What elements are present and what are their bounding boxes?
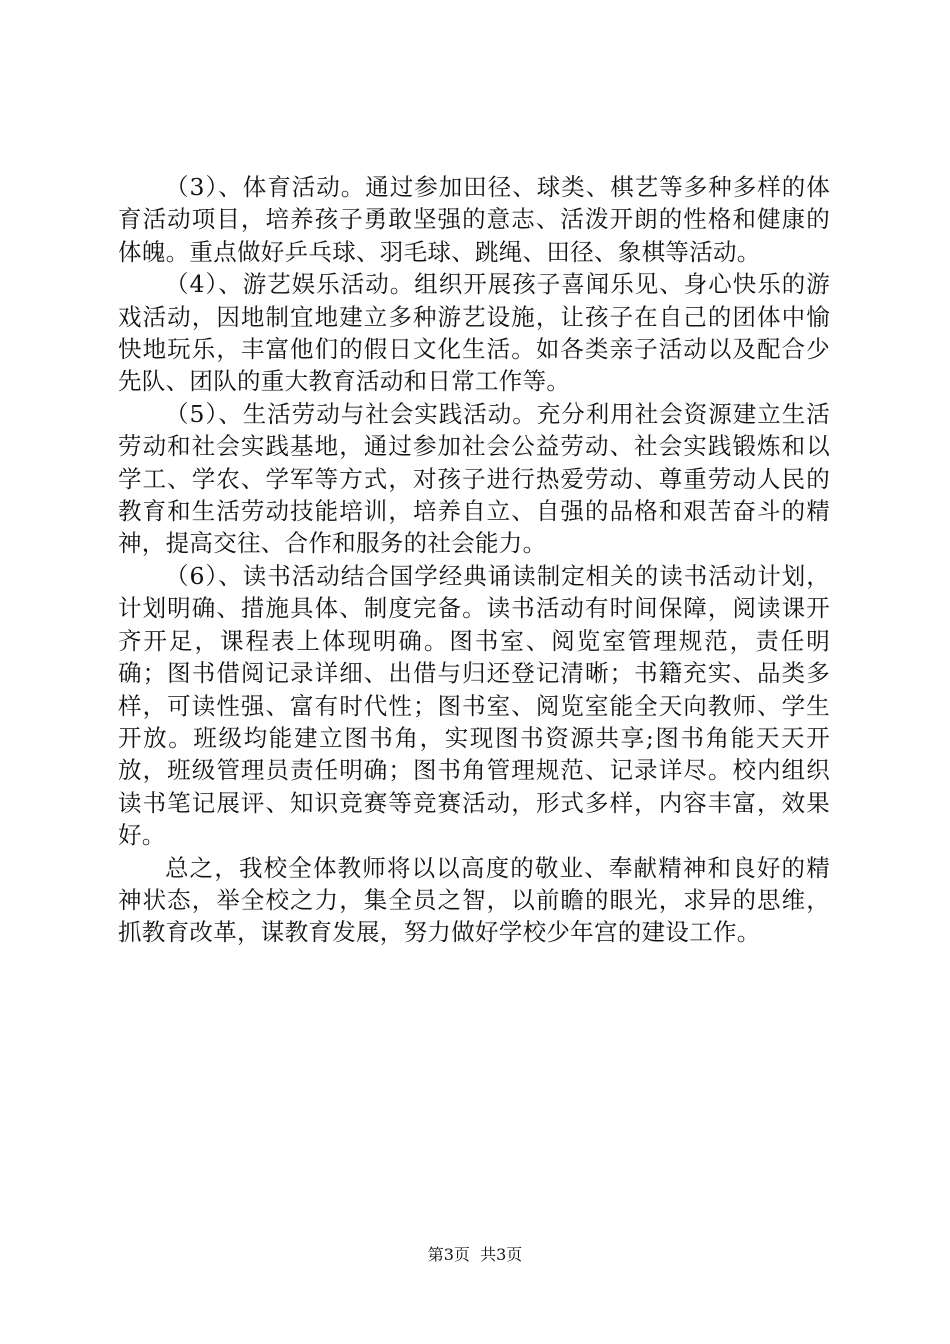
paragraph-labor-practice-activities: （5）、生活劳动与社会实践活动。充分利用社会资源建立生活劳动和社会实践基地，通过参加社会公益劳动、社会实践锻炼和以学工、学农、学军等方式，对孩子进行热爱劳动、尊重劳动人民的教育和生活劳动技能培训，培养自立、自强的品格和艰苦奋斗的精神，提高交往、合作和服务的社会能力。 [118, 399, 830, 558]
page-number-label: 第3页 共3页 [427, 1245, 523, 1264]
paragraph-recreation-activities: （4）、游艺娱乐活动。组织开展孩子喜闻乐见、身心快乐的游戏活动，因地制宜地建立多种游艺设施，让孩子在自己的团体中愉快地玩乐，丰富他们的假日文化生活。如各类亲子活动以及配合少先队、团队的重大教育活动和日常工作等。 [118, 270, 830, 396]
paragraph-conclusion: 总之，我校全体教师将以以高度的敬业、奉献精神和良好的精神状态，举全校之力，集全员之智，以前瞻的眼光，求异的思维，抓教育改革，谋教育发展，努力做好学校少年宫的建设工作。 [118, 853, 830, 947]
page-footer [0, 1245, 950, 1265]
paragraph-sports-activities: （3）、体育活动。通过参加田径、球类、棋艺等多种多样的体育活动项目，培养孩子勇敢坚强的意志、活泼开朗的性格和健康的体魄。重点做好乒乓球、羽毛球、跳绳、田径、象棋等活动。 [118, 173, 830, 266]
document-body [118, 171, 830, 949]
paragraph-reading-activities: （6）、读书活动结合国学经典诵读制定相关的读书活动计划，计划明确、措施具体、制度完备。读书活动有时间保障，阅读课开齐开足，课程表上体现明确。图书室、阅览室管理规范，责任明确；图书借阅记录详细、出借与归还登记清晰；书籍充实、品类多样，可读性强、富有时代性；图书室、阅览室能全天向教师、学生开放。班级均能建立图书角，实现图书资源共享;图书角能天天开放，班级管理员责任明确；图书角管理规范、记录详尽。校内组织读书笔记展评、知识竞赛等竞赛活动，形式多样，内容丰富，效果好。 [118, 561, 830, 850]
